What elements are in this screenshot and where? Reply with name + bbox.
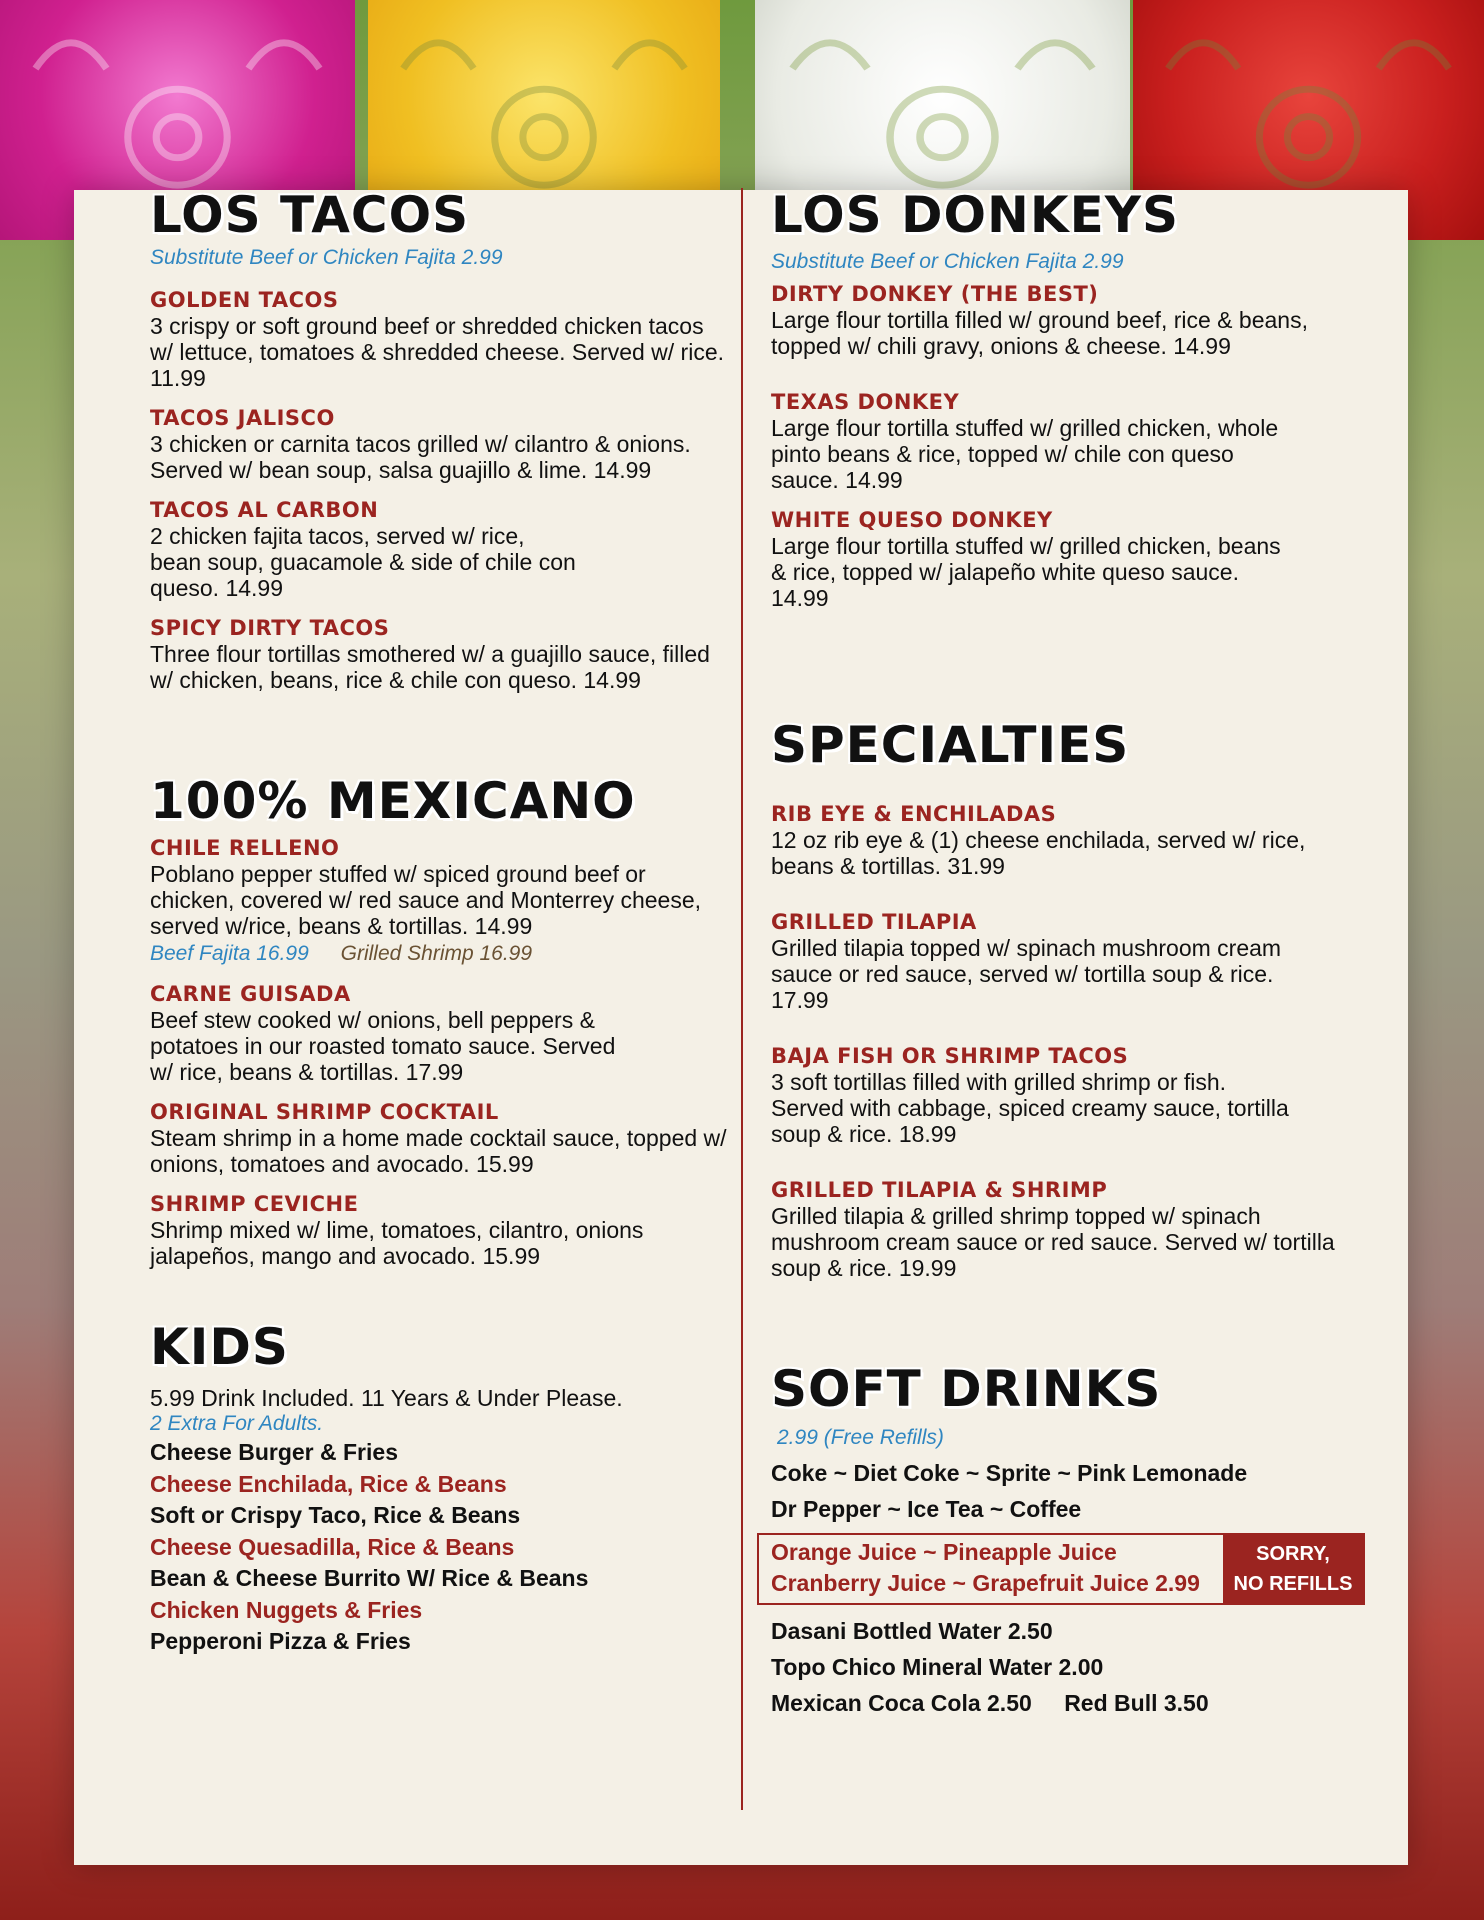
menu-item [150,981,730,1085]
specialties-title: SPECIALTIES [771,716,1130,774]
item-name: GOLDEN TACOS [150,288,339,312]
mexicano-title: 100% MEXICANO [150,772,636,830]
item-desc: 12 oz rib eye & (1) cheese enchilada, served w/ rice, beans & tortillas. 31.99 [771,827,1306,879]
item-name: GRILLED TILAPIA & SHRIMP [771,1178,1108,1202]
drinks-line: Topo Chico Mineral Water 2.00 [771,1654,1104,1680]
item-desc: 2 chicken fajita tacos, served w/ rice, bean soup, guacamole & side of chile con queso. 14.99 [150,523,576,601]
juice-line: Orange Juice ~ Pineapple Juice [771,1539,1117,1565]
juice-list [759,1535,1223,1603]
donkeys-note: Substitute Beef or Chicken Fajita 2.99 [771,250,1124,273]
item-desc: Grilled tilapia & grilled shrimp topped w/ spinach mushroom cream sauce or red sauce. Served w/ tortilla soup & rice. 19.99 [771,1203,1335,1281]
tacos-title: LOS TACOS [150,186,470,244]
no-refills-badge [1223,1535,1363,1603]
menu-item [771,909,1371,1013]
kids-item: Cheese Burger & Fries [150,1439,398,1465]
specialties-section [771,715,1371,1281]
menu-item [771,507,1371,611]
item-name: CHILE RELLENO [150,836,340,860]
kids-item: Cheese Enchilada, Rice & Beans [150,1470,507,1497]
item-name: CARNE GUISADA [150,982,351,1006]
menu-item [150,497,730,601]
item-desc: Three flour tortillas smothered w/ a guajillo sauce, filled w/ chicken, beans, rice & chile con queso. 14.99 [150,641,710,693]
kids-section [150,1317,730,1658]
menu-item [150,1191,730,1269]
menu-item [771,389,1371,493]
item-desc: Shrimp mixed w/ lime, tomatoes, cilantro, onions jalapeños, mango and avocado. 15.99 [150,1217,644,1269]
juice-box [757,1533,1365,1605]
item-name: BAJA FISH OR SHRIMP TACOS [771,1044,1129,1068]
drinks-title: SOFT DRINKS [771,1360,1162,1418]
item-desc: Large flour tortilla stuffed w/ grilled chicken, whole pinto beans & rice, topped w/ chile con queso sauce. 14.99 [771,415,1279,493]
juice-line: Cranberry Juice ~ Grapefruit Juice 2.99 [771,1570,1200,1596]
item-name: WHITE QUESO DONKEY [771,508,1053,532]
item-extras [150,941,730,967]
kids-item: Pepperoni Pizza & Fries [150,1628,411,1654]
tacos-section [150,185,730,693]
kids-note: 2 Extra For Adults. [150,1412,324,1435]
menu-item [771,801,1371,879]
mexican-coke: Mexican Coca Cola 2.50 [771,1690,1032,1716]
item-name: TEXAS DONKEY [771,390,960,414]
kids-info: 5.99 Drink Included. 11 Years & Under Please. [150,1385,623,1411]
drinks-section [771,1359,1371,1721]
drinks-line: Coke ~ Diet Coke ~ Sprite ~ Pink Lemonade [771,1460,1248,1486]
menu-item [771,1043,1371,1147]
menu-item [150,1099,730,1177]
drinks-note: 2.99 (Free Refills) [777,1426,944,1449]
menu-item [150,287,730,391]
item-desc: Large flour tortilla filled w/ ground beef, rice & beans, topped w/ chili gravy, onions & cheese. 14.99 [771,307,1308,359]
donkeys-title: LOS DONKEYS [771,186,1179,244]
item-desc: Large flour tortilla stuffed w/ grilled chicken, beans & rice, topped w/ jalapeño white queso sauce. 14.99 [771,533,1281,611]
item-desc: Beef stew cooked w/ onions, bell peppers & potatoes in our roasted tomato sauce. Served w/ rice, beans & tortillas. 17.99 [150,1007,616,1085]
tacos-note: Substitute Beef or Chicken Fajita 2.99 [150,246,503,269]
extra-grilled-shrimp: Grilled Shrimp 16.99 [340,942,533,965]
item-name: TACOS JALISCO [150,406,335,430]
item-desc: Steam shrimp in a home made cocktail sauce, topped w/ onions, tomatoes and avocado. 15.99 [150,1125,727,1177]
red-bull: Red Bull 3.50 [1064,1690,1209,1716]
kids-item: Cheese Quesadilla, Rice & Beans [150,1533,515,1560]
menu-item [150,615,730,693]
sorry-label: SORRY, [1256,1543,1330,1565]
item-desc: 3 chicken or carnita tacos grilled w/ cilantro & onions. Served w/ bean soup, salsa guajillo & lime. 14.99 [150,431,691,483]
item-desc: 3 crispy or soft ground beef or shredded chicken tacos w/ lettuce, tomatoes & shredded cheese. Served w/ rice. 11.99 [150,313,725,391]
drinks-line [771,1685,1371,1721]
item-name: RIB EYE & ENCHILADAS [771,802,1057,826]
item-desc: Grilled tilapia topped w/ spinach mushroom cream sauce or red sauce, served w/ tortilla soup & rice. 17.99 [771,935,1282,1013]
item-name: ORIGINAL SHRIMP COCKTAIL [150,1100,499,1124]
drinks-line: Dr Pepper ~ Ice Tea ~ Coffee [771,1496,1082,1522]
item-name: SPICY DIRTY TACOS [150,616,390,640]
donkeys-section [771,185,1371,611]
menu-item [150,835,730,967]
left-column [150,185,730,1658]
menu-item [771,281,1371,359]
item-name: GRILLED TILAPIA [771,910,977,934]
kids-title: KIDS [150,1318,289,1376]
kids-item: Soft or Crispy Taco, Rice & Beans [150,1502,521,1528]
item-name: TACOS AL CARBON [150,498,379,522]
kids-item: Chicken Nuggets & Fries [150,1596,423,1623]
item-desc: 3 soft tortillas filled with grilled shrimp or fish. Served with cabbage, spiced creamy sauce, tortilla soup & rice. 18.99 [771,1069,1289,1147]
no-refills-label: NO REFILLS [1233,1573,1353,1595]
kids-item: Bean & Cheese Burrito W/ Rice & Beans [150,1565,589,1591]
menu-item [150,405,730,483]
item-desc: Poblano pepper stuffed w/ spiced ground beef or chicken, covered w/ red sauce and Monterrey cheese, served w/rice, beans & tortillas. 14.99 [150,861,702,939]
extra-beef-fajita: Beef Fajita 16.99 [150,942,309,965]
drinks-line: Dasani Bottled Water 2.50 [771,1618,1053,1644]
column-divider [741,188,743,1810]
mexicano-section [150,771,730,1269]
item-name: DIRTY DONKEY (THE BEST) [771,282,1099,306]
item-name: SHRIMP CEVICHE [150,1192,359,1216]
menu-item [771,1177,1371,1281]
right-column [771,185,1371,1721]
